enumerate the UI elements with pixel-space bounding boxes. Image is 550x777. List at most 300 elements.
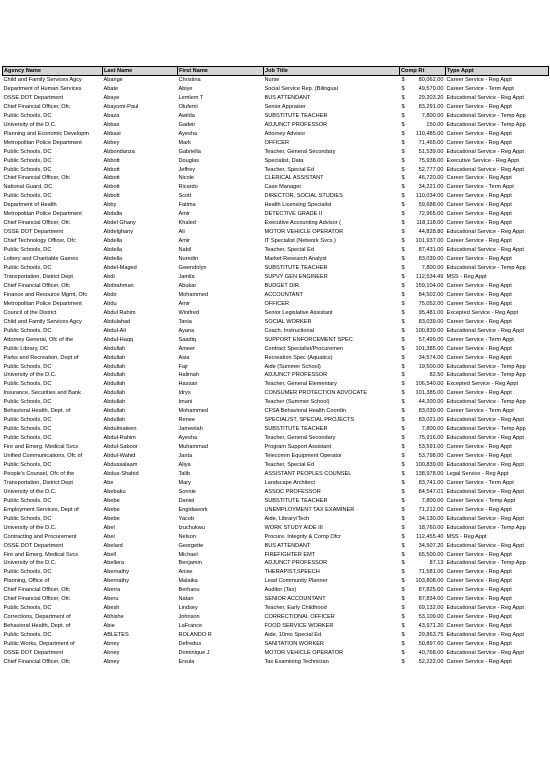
type-appt-cell: Career Service - Reg Appt [446,130,512,137]
type-appt-cell: Career Service - Reg Appt [446,202,512,209]
spreadsheet [2,66,548,667]
table-row [3,479,549,488]
job-title-cell: Teacher, Early Childhood [264,605,327,612]
type-appt-cell: Career Service - Reg Appt [446,614,512,621]
job-title-cell: Senior Legislative Assistant [264,309,333,316]
comp-rate-value: 75,916.00 [418,435,444,442]
agency-cell: Public Schools, DC [3,399,52,406]
first-name-cell: Fajr [178,363,189,370]
last-name-cell: Abdullah [103,408,126,415]
job-title-cell: CFSA Behavioral Health Coordin [264,408,346,415]
last-name-cell: Abdulahad [103,318,131,325]
type-appt-cell: Career Service - Reg Appt [446,139,512,146]
job-title-cell: BUS ATTENDANT [264,94,311,101]
comp-rate-cell [400,586,446,595]
table-row [3,363,549,372]
job-title-cell: BUS ATTENDANT [264,542,311,549]
last-name-cell: Abell [103,551,116,558]
job-title-cell: Teacher (Summer School) [264,399,330,406]
comp-rate-value: 18,760.00 [418,524,444,531]
table-row [3,273,549,282]
table-row [3,470,549,479]
agency-cell: Public Schools, DC [3,605,52,612]
type-appt-cell: Career Service - Reg Appt [446,318,512,325]
first-name-cell: Nuredin [178,256,199,263]
comp-rate-value: 138,978.00 [415,470,444,477]
agency-cell: Contracting and Procurement [3,533,77,540]
type-appt-cell: Career Service - Reg Appt [446,256,512,263]
table-row [3,577,549,586]
currency-symbol: $ [401,533,405,540]
last-name-cell: Abdel-Maged [103,265,137,272]
currency-symbol: $ [401,166,405,173]
type-appt-cell: Educational Service - Reg Appt [446,515,524,522]
job-title-cell: FIREFIGHTER EMT [264,551,316,558]
last-name-cell: Abney [103,650,120,656]
first-name-cell: Nabil [178,247,192,254]
salary-table [2,66,549,667]
table-row [3,336,549,345]
last-name-cell: Abel [103,533,115,540]
currency-symbol: $ [401,94,405,101]
type-appt-cell: Career Service - Reg Appt [446,623,512,630]
table-row [3,658,549,667]
comp-rate-cell [400,336,446,345]
comp-rate-value: 29,203.20 [418,94,444,101]
comp-rate-value: 103,808.00 [415,578,444,585]
currency-symbol: $ [401,560,405,567]
table-row [3,157,549,166]
table-row [3,139,549,148]
currency-symbol: $ [401,372,405,379]
currency-symbol: $ [401,175,405,182]
job-title-cell: Market Research Analyst [264,256,327,263]
comp-rate-value: 7,800.00 [421,497,444,504]
first-name-cell: Engidawork [178,506,208,513]
agency-cell: Chief Financial Officer, Ofc [3,103,70,110]
last-name-cell: Abdelghany [103,229,134,236]
agency-cell: Fire and Emerg. Medical Svcs [3,444,79,451]
comp-rate-cell [400,318,446,327]
currency-symbol: $ [401,265,405,272]
last-name-cell: Abdul-Haqq [103,336,134,343]
agency-cell: Planning, Office of [3,578,50,585]
last-name-cell: Abellera [103,560,125,567]
type-appt-cell: Career Service - Temp Appt [446,497,516,504]
comp-rate-value: 75,938.00 [418,157,444,164]
comp-rate-cell [400,631,446,640]
first-name-cell: Mary [178,479,191,486]
first-name-cell: Dominique J [178,650,210,656]
agency-cell: Lottery and Charitable Games [3,256,79,263]
currency-symbol: $ [401,381,405,388]
column-header-agency-name: Agency Name [3,67,103,76]
type-appt-cell: Excepted Service - Reg Appt [446,381,519,388]
column-header-comp-rt: Comp Rt [400,67,446,76]
table-row [3,121,549,130]
last-name-cell: Abdu [103,300,117,307]
job-title-cell: THERAPIST,SPEECH [264,569,320,576]
last-name-cell: Abdirahman [103,282,134,289]
table-row [3,568,549,577]
last-name-cell: Abdullah [103,399,126,406]
currency-symbol: $ [401,444,405,451]
table-row [3,398,549,407]
comp-rate-value: 83,039.00 [418,408,444,415]
last-name-cell: Abbott [103,157,120,164]
comp-rate-value: 34,574.00 [418,354,444,361]
agency-cell: Attorney General, Ofc of the [3,336,74,343]
agency-cell: OSSE DOT Department [3,94,64,101]
currency-symbol: $ [401,453,405,460]
last-name-cell: Abney [103,658,120,665]
agency-cell: Planning and Economic Developm [3,130,90,137]
currency-symbol: $ [401,148,405,155]
comp-rate-cell [400,380,446,389]
last-name-cell: Abbott [103,175,120,182]
agency-cell: Public Schools, DC [3,148,52,155]
table-row [3,282,549,291]
job-title-cell: Aide (Summer School) [264,363,321,370]
currency-symbol: $ [401,157,405,164]
comp-rate-value: 29,863.75 [418,632,444,639]
agency-cell: University of the D.C. [3,372,57,379]
comp-rate-cell [400,524,446,533]
first-name-cell: Christina [178,77,201,83]
last-name-cell: ABLETES [103,632,129,639]
comp-rate-value: 87.13 [429,560,444,567]
comp-rate-value: 101,385.00 [415,345,444,352]
last-name-cell: Abbasi [103,130,121,137]
comp-rate-cell [400,613,446,622]
table-row [3,112,549,121]
last-name-cell: Abaza [103,112,120,119]
table-row [3,524,549,533]
table-row [3,407,549,416]
first-name-cell: Izuchukwu [178,524,205,531]
table-row [3,318,549,327]
agency-cell: Unified Communications, Ofc of [3,453,83,460]
last-name-cell: Abebe [103,497,120,504]
type-appt-cell: Educational Service - Reg Appt [446,488,524,495]
table-row [3,174,549,183]
last-name-cell: Abdullah [103,345,126,352]
agency-cell: Public Schools, DC [3,461,52,468]
currency-symbol: $ [401,238,405,245]
last-name-cell: Abdul-Rahim [103,435,136,442]
table-row [3,291,549,300]
first-name-cell: Renee [178,417,195,424]
job-title-cell: Teacher, General Secondary [264,435,336,442]
type-appt-cell: Career Service - Reg Appt [446,282,512,289]
last-name-cell: Abbondanza [103,148,135,155]
last-name-cell: Abayomi-Paul [103,103,139,110]
column-header-first-name: First Name [178,67,264,76]
last-name-cell: Abdullah [103,363,126,370]
first-name-cell: Douglas [178,157,200,164]
job-title-cell: DETECTIVE GRADE II [264,211,322,218]
first-name-cell: Malaika [178,578,198,585]
comp-rate-cell [400,434,446,443]
type-appt-cell: Career Service - Reg Appt [446,220,512,227]
last-name-cell: Abdullah [103,390,126,397]
agency-cell: Public Schools, DC [3,265,52,272]
last-name-cell: Abdo [103,291,117,298]
comp-rate-cell [400,407,446,416]
type-appt-cell: Career Service - Reg Appt [446,641,512,648]
last-name-cell: Abel [103,524,115,531]
type-appt-cell: Career Service - Reg Appt [446,300,512,307]
first-name-cell: Jeffrey [178,166,196,173]
comp-rate-value: 159,104.00 [415,282,444,289]
agency-cell: Chief Financial Officer, Ofc [3,220,70,227]
first-name-cell: Saadiq [178,336,196,343]
comp-rate-value: 49,570.00 [418,85,444,92]
comp-rate-value: 87,825.00 [418,587,444,594]
type-appt-cell: Career Service - Reg Appt [446,238,512,245]
comp-rate-cell [400,291,446,300]
currency-symbol: $ [401,354,405,361]
table-row [3,210,549,219]
job-title-cell: Nurse [264,77,280,83]
job-title-cell: Telecomm Equipment Operator [264,453,342,460]
last-name-cell: Abbott [103,193,120,200]
table-row [3,309,549,318]
type-appt-cell: Educational Service - Reg Appt [446,148,524,155]
comp-rate-value: 75,052.00 [418,300,444,307]
job-title-cell: BUDGET DIR. [264,282,301,289]
job-title-cell: Teacher, Special Ed [264,166,314,173]
comp-rate-cell [400,506,446,515]
comp-rate-cell [400,398,446,407]
first-name-cell: Halimah [178,372,200,379]
first-name-cell: Tania [178,318,192,325]
agency-cell: Behavioral Health, Dept. of [3,408,71,415]
comp-rate-value: 59,688.00 [418,202,444,209]
table-row [3,148,549,157]
job-title-cell: ADJUNCT PROFESSOR [264,121,328,128]
currency-symbol: $ [401,488,405,495]
table-row [3,559,549,568]
table-row [3,515,549,524]
currency-symbol: $ [401,390,405,397]
last-name-cell: Abdulmateen [103,426,137,433]
last-name-cell: Abbott [103,166,120,173]
job-title-cell: MOTOR VEHICLE OPERATOR [264,650,344,656]
job-title-cell: Specialist, Data [264,157,304,164]
currency-symbol: $ [401,587,405,594]
table-row [3,506,549,515]
currency-symbol: $ [401,184,405,191]
table-row [3,425,549,434]
comp-rate-value: 52,222.00 [418,658,444,665]
agency-cell: Child and Family Services Agcy [3,77,82,83]
table-row [3,76,549,85]
currency-symbol: $ [401,515,405,522]
comp-rate-cell [400,255,446,264]
type-appt-cell: Educational Service - Temp App [446,426,526,433]
agency-cell: People's Counsel, Ofc of the [3,470,75,477]
first-name-cell: ROLANDO R [178,632,212,639]
comp-rate-value: 84,547.01 [418,488,444,495]
currency-symbol: $ [401,130,405,137]
job-title-cell: Aide, Library/Tech [264,515,310,522]
table-row [3,380,549,389]
type-appt-cell: Career Service - Reg Appt [446,587,512,594]
comp-rate-value: 46,720.00 [418,175,444,182]
agency-cell: Fire and Emerg. Medical Svcs [3,551,79,558]
first-name-cell: Lemlem T [178,94,204,101]
comp-rate-cell [400,309,446,318]
table-row [3,613,549,622]
table-row [3,371,549,380]
comp-rate-value: 53,591.00 [418,444,444,451]
last-name-cell: Abbas [103,121,120,128]
last-name-cell: Abernathy [103,578,129,585]
comp-rate-value: 71,465.00 [418,139,444,146]
currency-symbol: $ [401,309,405,316]
agency-cell: Public Library, DC [3,345,49,352]
agency-cell: University of the D.C. [3,524,57,531]
comp-rate-cell [400,264,446,273]
type-appt-cell: MSS - Reg Appt [446,533,487,540]
comp-rate-value: 71,581.00 [418,569,444,576]
comp-rate-value: 44,200.00 [418,399,444,406]
comp-rate-cell [400,461,446,470]
job-title-cell: Senior Appraiser [264,103,306,110]
comp-rate-cell [400,533,446,542]
last-name-cell: Abby [103,202,117,209]
comp-rate-cell [400,103,446,112]
agency-cell: Chief Financial Officer, Ofc [3,658,70,665]
table-row [3,631,549,640]
job-title-cell: SPECIALIST, SPECIAL PROJECTS [264,417,355,424]
agency-cell: OSSE DOT Department [3,650,64,656]
last-name-cell: Abebe [103,506,120,513]
first-name-cell: Anise [178,569,193,576]
table-row [3,497,549,506]
first-name-cell: Abiye [178,85,193,92]
first-name-cell: Benjamin [178,560,202,567]
agency-cell: Corrections, Department of [3,614,71,621]
table-row [3,604,549,613]
agency-cell: Public Schools, DC [3,569,52,576]
first-name-cell: Jamila [178,273,195,280]
type-appt-cell: Career Service - Reg Appt [446,578,512,585]
job-title-cell: SUBSTITUTE TEACHER [264,497,328,504]
first-name-cell: Muhammad [178,444,209,451]
comp-rate-cell [400,237,446,246]
currency-symbol: $ [401,193,405,200]
comp-rate-value: 83,021.00 [418,417,444,424]
job-title-cell: IT Specialist (Network Svcs.) [264,238,336,245]
first-name-cell: Jameelah [178,426,203,433]
job-title-cell: OFFICER [264,139,290,146]
job-title-cell: Teacher, Special Ed [264,461,314,468]
agency-cell: Transportation, District Dept [3,273,73,280]
agency-cell: Insurance, Securities and Bank [3,390,81,397]
comp-rate-value: 50,897.60 [418,641,444,648]
table-row [3,488,549,497]
comp-rate-value: 44,828.80 [418,229,444,236]
job-title-cell: Case Manager [264,184,302,191]
last-name-cell: Abdul Rahim [103,309,136,316]
first-name-cell: Natan [178,596,194,603]
comp-rate-cell [400,479,446,488]
comp-rate-value: 65,500.00 [418,551,444,558]
first-name-cell: Awilda [178,112,195,119]
first-name-cell: Ameer [178,345,195,352]
agency-cell: Public Works, Department of [3,641,75,648]
last-name-cell: Abdella [103,247,123,254]
agency-cell: Employment Services, Dept of [3,506,79,513]
comp-rate-cell [400,121,446,130]
job-title-cell: Health Licensing Specialist [264,202,332,209]
currency-symbol: $ [401,139,405,146]
comp-rate-cell [400,389,446,398]
first-name-cell: Amir [178,211,190,218]
comp-rate-cell [400,622,446,631]
comp-rate-value: 43,971.20 [418,623,444,630]
job-title-cell: Teacher, General Elementary [264,381,337,388]
first-name-cell: Amir [178,300,190,307]
type-appt-cell: Educational Service - Reg Appt [446,327,524,334]
table-row [3,354,549,363]
last-name-cell: Abbott [103,184,120,191]
first-name-cell: Georgette [178,542,204,549]
column-header-last-name: Last Name [103,67,178,76]
job-title-cell: SANITATION WORKER [264,641,324,648]
currency-symbol: $ [401,641,405,648]
first-name-cell: Gwendolyn [178,265,207,272]
comp-rate-value: 106,540.00 [415,381,444,388]
comp-rate-cell [400,139,446,148]
currency-symbol: $ [401,569,405,576]
job-title-cell: Attorney Advisor [264,130,306,137]
job-title-cell: ADJUNCT PROFESSOR [264,372,328,379]
type-appt-cell: Educational Service - Reg Appt [446,229,524,236]
type-appt-cell: Career Service - Reg Appt [446,175,512,182]
comp-rate-cell [400,148,446,157]
comp-rate-value: 150.00 [426,121,444,128]
table-row [3,452,549,461]
job-title-cell: Contract Specialist/Procuremen [264,345,344,352]
currency-symbol: $ [401,85,405,92]
type-appt-cell: Career Service - Reg Appt [446,453,512,460]
currency-symbol: $ [401,417,405,424]
table-row [3,219,549,228]
type-appt-cell: Career Service - Term Appt [446,184,514,191]
currency-symbol: $ [401,300,405,307]
type-appt-cell: Educational Service - Temp App [446,524,526,531]
comp-rate-value: 112,455.40 [415,533,444,540]
job-title-cell: Recreation Spec (Aquatics) [264,354,333,361]
agency-cell: University of the D.C. [3,488,57,495]
job-title-cell: Auditor (Tax) [264,587,297,594]
last-name-cell: Abdullah [103,417,126,424]
agency-cell: Public Schools, DC [3,515,52,522]
currency-symbol: $ [401,363,405,370]
currency-symbol: $ [401,506,405,513]
currency-symbol: $ [401,220,405,227]
comp-rate-cell [400,192,446,201]
table-row [3,183,549,192]
comp-rate-cell [400,551,446,560]
currency-symbol: $ [401,542,405,549]
type-appt-cell: Career Service - Reg Appt [446,444,512,451]
agency-cell: Public Schools, DC [3,426,52,433]
last-name-cell: Abie [103,623,115,630]
